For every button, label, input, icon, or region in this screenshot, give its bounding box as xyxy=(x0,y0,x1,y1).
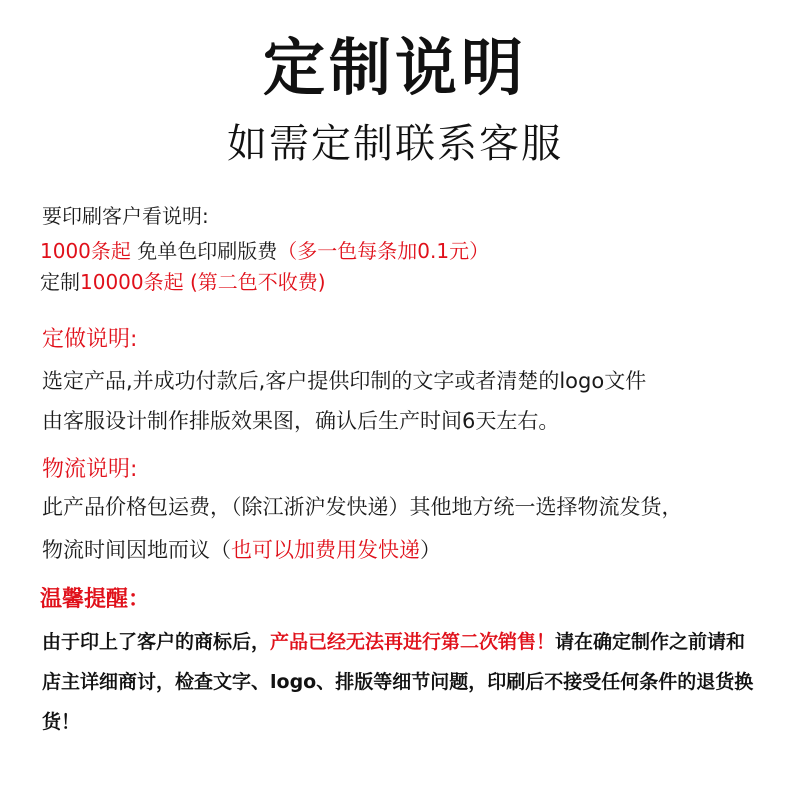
page-title: 定制说明 xyxy=(262,31,527,104)
reminder-body xyxy=(42,622,762,742)
customization-heading: 定做说明: xyxy=(42,327,138,352)
reminder-warning: 产品已经无法再进行第二次销售！ xyxy=(270,631,556,653)
shipping-time-text: 物流时间因地而议（ xyxy=(42,538,231,562)
shipping-line-2 xyxy=(42,534,441,564)
printing-custom-label: 定制 xyxy=(40,270,80,294)
printing-heading: 要印刷客户看说明: xyxy=(42,204,209,228)
shipping-heading: 物流说明: xyxy=(42,457,138,482)
printing-min-qty: 1000条起 xyxy=(40,239,131,263)
printing-line-2 xyxy=(40,266,326,295)
customization-line-2: 由客服设计制作排版效果图，确认后生产时间6天左右。 xyxy=(42,409,560,433)
printing-free-plate: 免单色印刷版费 xyxy=(130,239,278,263)
page-subtitle: 如需定制联系客服 xyxy=(227,121,563,167)
customization-line-1: 选定产品,并成功付款后,客户提供印制的文字或者清楚的logo文件 xyxy=(42,369,647,393)
printing-extra-color-fee: （多一色每条加0.1元） xyxy=(277,239,490,263)
reminder-text-2: 请在确定制作之前请和店主详细商讨，检查文字、logo、排版等细节问题，印刷后不接受任何条件的退货换货！ xyxy=(42,631,754,733)
shipping-close-paren: ） xyxy=(420,538,441,562)
printing-second-color: 10000条起 (第二色不收费) xyxy=(80,270,326,294)
reminder-heading: 温馨提醒： xyxy=(40,587,151,612)
shipping-line-1: 此产品价格包运费，（除江浙沪发快递）其他地方统一选择物流发货， xyxy=(42,495,683,519)
shipping-express-option: 也可以加费用发快递 xyxy=(231,538,420,562)
printing-line-1 xyxy=(40,235,489,264)
reminder-text-1: 由于印上了客户的商标后， xyxy=(42,631,271,653)
